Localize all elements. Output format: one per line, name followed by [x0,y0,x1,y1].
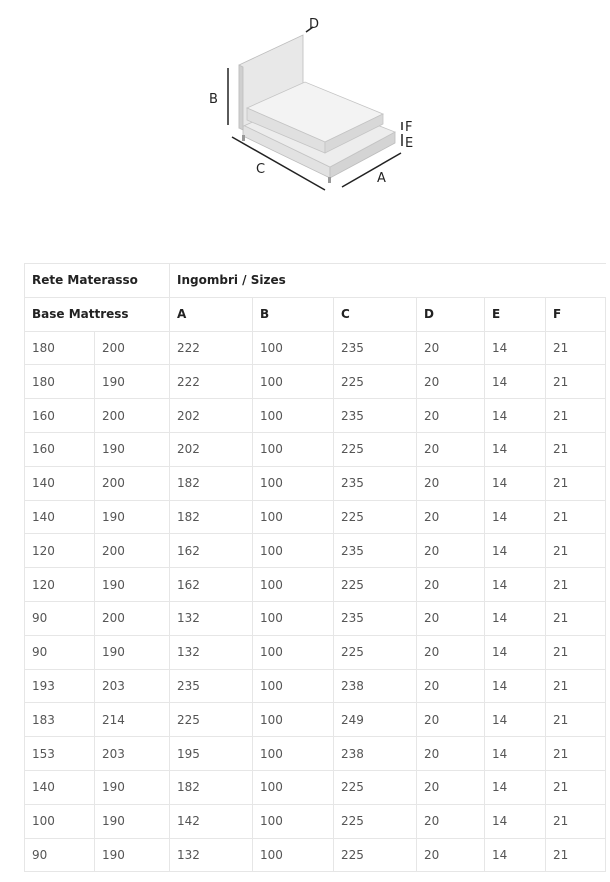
table-cell: 238 [334,737,417,771]
table-cell: 193 [25,669,95,703]
table-cell: 14 [485,399,546,433]
table-cell: 21 [546,466,606,500]
table-cell: 14 [485,838,546,872]
table-cell: 20 [417,365,485,399]
table-cell: 183 [25,703,95,737]
table-cell: 190 [95,500,170,534]
table-cell: 21 [546,703,606,737]
table-cell: 20 [417,568,485,602]
table-cell: 14 [485,432,546,466]
table-row [25,432,606,466]
table-cell: 222 [170,365,253,399]
table-cell: 202 [170,399,253,433]
table-cell: 100 [253,669,334,703]
header-ingombri-sizes: Ingombri / Sizes [170,264,606,298]
table-cell: 200 [95,399,170,433]
table-cell: 235 [334,466,417,500]
table-cell: 14 [485,770,546,804]
table-cell: 160 [25,432,95,466]
table-cell: 190 [95,635,170,669]
table-cell: 21 [546,601,606,635]
table-cell: 20 [417,534,485,568]
table-cell: 190 [95,838,170,872]
table-cell: 20 [417,703,485,737]
table-cell: 200 [95,534,170,568]
table-cell: 132 [170,601,253,635]
table-row [25,331,606,365]
table-row [25,737,606,771]
table-cell: 235 [334,534,417,568]
table-cell: 14 [485,601,546,635]
table-cell: 140 [25,500,95,534]
table-cell: 238 [334,669,417,703]
table-row [25,838,606,872]
table-row [25,804,606,838]
table-cell: 225 [334,500,417,534]
table-cell: 14 [485,737,546,771]
table-row [25,534,606,568]
bed-foot [242,135,245,141]
table-cell: 21 [546,737,606,771]
table-cell: 225 [334,432,417,466]
table-row [25,500,606,534]
subheader-a: A [170,297,253,331]
table-cell: 20 [417,500,485,534]
bed-dimension-diagram [195,10,425,195]
label-c: C [256,162,266,177]
subheader-base-mattress: Base Mattress [25,297,170,331]
label-a: A [377,171,386,186]
table-cell: 14 [485,703,546,737]
subheader-c: C [334,297,417,331]
table-cell: 225 [170,703,253,737]
table-cell: 162 [170,568,253,602]
table-cell: 195 [170,737,253,771]
table-cell: 21 [546,635,606,669]
table-row [25,365,606,399]
table-cell: 100 [253,500,334,534]
table-cell: 100 [253,568,334,602]
table-cell: 90 [25,601,95,635]
table-cell: 21 [546,534,606,568]
table-cell: 14 [485,534,546,568]
table-cell: 100 [253,601,334,635]
table-cell: 20 [417,466,485,500]
table-cell: 21 [546,804,606,838]
label-b: B [209,92,218,107]
table-cell: 21 [546,432,606,466]
table-cell: 200 [95,331,170,365]
table-cell: 14 [485,635,546,669]
table-cell: 14 [485,466,546,500]
table-cell: 90 [25,838,95,872]
table-cell: 100 [253,703,334,737]
subheader-f: F [546,297,606,331]
table-cell: 21 [546,365,606,399]
table-cell: 20 [417,804,485,838]
table-cell: 100 [253,399,334,433]
table-cell: 140 [25,770,95,804]
table-cell: 249 [334,703,417,737]
table-cell: 225 [334,635,417,669]
subheader-e: E [485,297,546,331]
table-cell: 14 [485,331,546,365]
table-cell: 20 [417,331,485,365]
table-cell: 14 [485,669,546,703]
table-cell: 20 [417,669,485,703]
table-cell: 21 [546,399,606,433]
table-cell: 180 [25,331,95,365]
table-cell: 200 [95,466,170,500]
table-cell: 160 [25,399,95,433]
headboard-edge [239,65,243,130]
table-cell: 20 [417,635,485,669]
table-cell: 225 [334,770,417,804]
table-row [25,601,606,635]
table-cell: 100 [253,331,334,365]
table-cell: 100 [253,466,334,500]
table-cell: 182 [170,500,253,534]
table-cell: 214 [95,703,170,737]
table-cell: 14 [485,365,546,399]
table-cell: 100 [253,432,334,466]
table-cell: 162 [170,534,253,568]
table-cell: 21 [546,500,606,534]
table-cell: 153 [25,737,95,771]
table-cell: 222 [170,331,253,365]
table-cell: 190 [95,568,170,602]
table-cell: 14 [485,804,546,838]
table-cell: 100 [253,737,334,771]
table-cell: 132 [170,838,253,872]
table-cell: 100 [253,534,334,568]
table-cell: 120 [25,534,95,568]
table-row [25,669,606,703]
table-cell: 203 [95,669,170,703]
table-cell: 21 [546,838,606,872]
table-row [25,399,606,433]
table-row [25,703,606,737]
table-cell: 20 [417,737,485,771]
table-cell: 190 [95,432,170,466]
table-cell: 21 [546,669,606,703]
table-header-row [25,264,606,298]
subheader-d: D [417,297,485,331]
table-cell: 203 [95,737,170,771]
table-cell: 100 [253,838,334,872]
table-cell: 20 [417,601,485,635]
table-cell: 100 [253,635,334,669]
table-subheader-row [25,297,606,331]
table-cell: 21 [546,568,606,602]
table-cell: 100 [253,804,334,838]
table-row [25,568,606,602]
table-cell: 200 [95,601,170,635]
table-cell: 202 [170,432,253,466]
label-e: E [405,136,414,151]
table-row [25,466,606,500]
table-cell: 235 [170,669,253,703]
table-cell: 182 [170,770,253,804]
table-cell: 190 [95,365,170,399]
table-cell: 100 [253,770,334,804]
table-cell: 20 [417,770,485,804]
table-cell: 235 [334,601,417,635]
table-cell: 20 [417,399,485,433]
table-cell: 100 [25,804,95,838]
table-cell: 235 [334,331,417,365]
table-cell: 190 [95,804,170,838]
table-cell: 21 [546,331,606,365]
table-cell: 14 [485,500,546,534]
table-cell: 225 [334,365,417,399]
table-row [25,635,606,669]
table-cell: 180 [25,365,95,399]
table-cell: 190 [95,770,170,804]
table-cell: 100 [253,365,334,399]
header-rete-materasso: Rete Materasso [25,264,170,298]
table-cell: 225 [334,838,417,872]
sizes-table [24,263,606,872]
table-cell: 14 [485,568,546,602]
table-cell: 20 [417,838,485,872]
table-cell: 120 [25,568,95,602]
table-cell: 235 [334,399,417,433]
table-cell: 21 [546,770,606,804]
subheader-b: B [253,297,334,331]
table-cell: 225 [334,568,417,602]
label-d: D [309,17,320,32]
table-cell: 140 [25,466,95,500]
label-f: F [405,120,413,135]
table-cell: 142 [170,804,253,838]
table-cell: 182 [170,466,253,500]
table-row [25,770,606,804]
bed-foot [328,177,331,183]
table-cell: 132 [170,635,253,669]
table-cell: 225 [334,804,417,838]
table-cell: 90 [25,635,95,669]
table-cell: 20 [417,432,485,466]
